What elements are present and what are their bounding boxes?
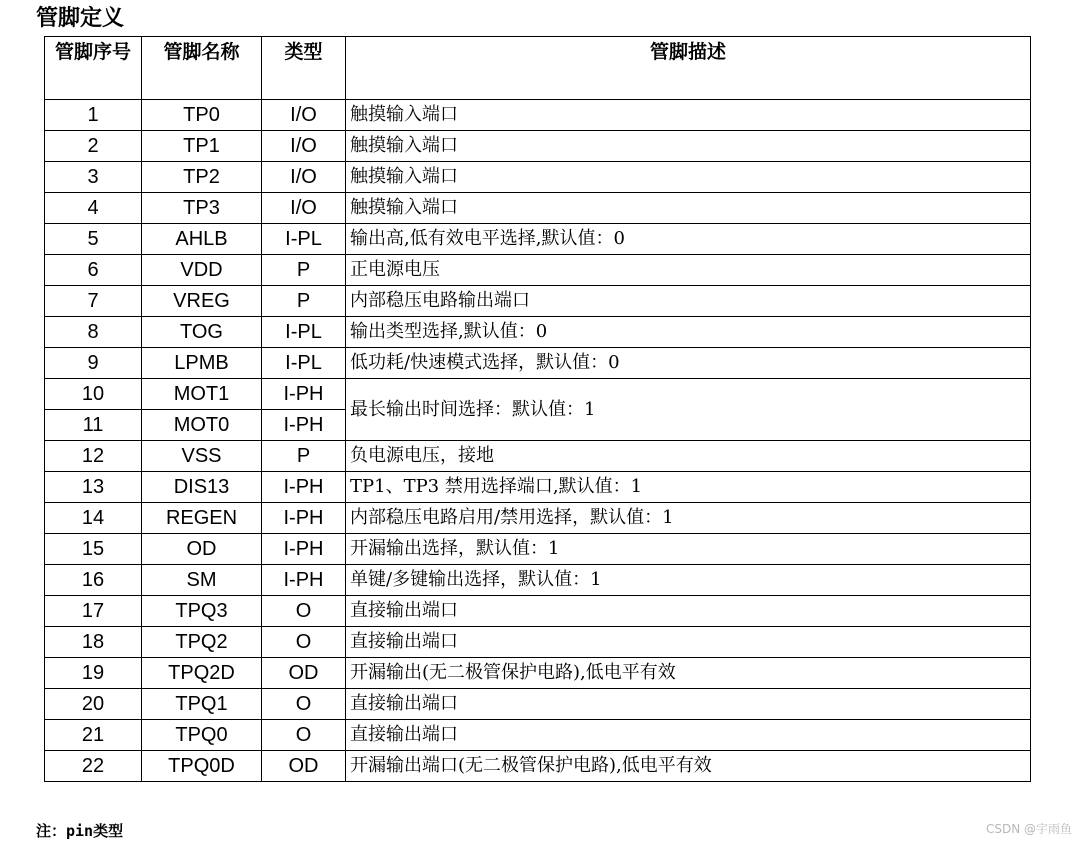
pin-name-cell: TPQ0	[142, 720, 262, 751]
pin-definition-table	[44, 36, 1031, 782]
pin-name-cell: TPQ2	[142, 627, 262, 658]
table-header-row	[45, 37, 1031, 100]
table-row	[45, 286, 1031, 317]
pin-description-cell: 直接输出端口	[346, 689, 1031, 720]
pin-number-cell: 18	[45, 627, 142, 658]
pin-number-cell: 14	[45, 503, 142, 534]
pin-description-cell: 直接输出端口	[346, 720, 1031, 751]
pin-number-cell: 4	[45, 193, 142, 224]
header-pin-number: 管脚序号	[45, 37, 142, 100]
pin-description-cell: 正电源电压	[346, 255, 1031, 286]
pin-type-cell: OD	[262, 658, 346, 689]
pin-name-cell: TPQ3	[142, 596, 262, 627]
pin-type-cell: I-PH	[262, 472, 346, 503]
table-row	[45, 627, 1031, 658]
pin-number-cell: 21	[45, 720, 142, 751]
pin-type-cell: I/O	[262, 162, 346, 193]
pin-type-cell: O	[262, 627, 346, 658]
pin-type-cell: I/O	[262, 193, 346, 224]
pin-type-cell: I-PH	[262, 534, 346, 565]
pin-type-cell: I-PH	[262, 379, 346, 410]
table-row	[45, 689, 1031, 720]
pin-description-cell: 内部稳压电路启用/禁用选择，默认值：1	[346, 503, 1031, 534]
pin-name-cell: VSS	[142, 441, 262, 472]
table-row	[45, 131, 1031, 162]
pin-number-cell: 10	[45, 379, 142, 410]
pin-type-cell: I-PH	[262, 410, 346, 441]
pin-name-cell: TP2	[142, 162, 262, 193]
watermark: CSDN @宇雨鱼	[985, 822, 1072, 836]
pin-type-cell: I-PH	[262, 565, 346, 596]
pin-number-cell: 20	[45, 689, 142, 720]
pin-description-cell: 最长输出时间选择：默认值：1	[346, 379, 1031, 441]
pin-description-cell: 负电源电压，接地	[346, 441, 1031, 472]
pin-name-cell: REGEN	[142, 503, 262, 534]
pin-type-cell: I-PL	[262, 224, 346, 255]
pin-number-cell: 5	[45, 224, 142, 255]
pin-description-cell: 触摸输入端口	[346, 131, 1031, 162]
table-row	[45, 565, 1031, 596]
pin-number-cell: 1	[45, 100, 142, 131]
pin-name-cell: LPMB	[142, 348, 262, 379]
pin-name-cell: TPQ1	[142, 689, 262, 720]
table-row	[45, 348, 1031, 379]
pin-description-cell: 开漏输出端口(无二极管保护电路),低电平有效	[346, 751, 1031, 782]
pin-description-cell: 开漏输出选择，默认值：1	[346, 534, 1031, 565]
pin-number-cell: 9	[45, 348, 142, 379]
pin-type-cell: P	[262, 441, 346, 472]
pin-name-cell: AHLB	[142, 224, 262, 255]
pin-description-cell: 低功耗/快速模式选择，默认值：0	[346, 348, 1031, 379]
pin-name-cell: TPQ0D	[142, 751, 262, 782]
pin-description-cell: TP1、TP3 禁用选择端口,默认值：1	[346, 472, 1031, 503]
pin-number-cell: 15	[45, 534, 142, 565]
table-body	[45, 100, 1031, 782]
pin-description-cell: 内部稳压电路输出端口	[346, 286, 1031, 317]
pin-name-cell: TP3	[142, 193, 262, 224]
pin-number-cell: 3	[45, 162, 142, 193]
table-row	[45, 379, 1031, 410]
table-row	[45, 100, 1031, 131]
header-description: 管脚描述	[346, 37, 1031, 100]
pin-number-cell: 13	[45, 472, 142, 503]
pin-name-cell: TPQ2D	[142, 658, 262, 689]
pin-type-cell: I/O	[262, 100, 346, 131]
pin-name-cell: OD	[142, 534, 262, 565]
pin-type-cell: O	[262, 689, 346, 720]
pin-number-cell: 7	[45, 286, 142, 317]
pin-number-cell: 6	[45, 255, 142, 286]
pin-number-cell: 8	[45, 317, 142, 348]
pin-description-cell: 直接输出端口	[346, 596, 1031, 627]
table-row	[45, 472, 1031, 503]
pin-description-cell: 直接输出端口	[346, 627, 1031, 658]
pin-number-cell: 2	[45, 131, 142, 162]
pin-description-cell: 触摸输入端口	[346, 100, 1031, 131]
pin-type-cell: O	[262, 720, 346, 751]
header-type: 类型	[262, 37, 346, 100]
pin-description-cell: 开漏输出(无二极管保护电路),低电平有效	[346, 658, 1031, 689]
pin-name-cell: VREG	[142, 286, 262, 317]
pin-number-cell: 22	[45, 751, 142, 782]
table-row	[45, 193, 1031, 224]
table-row	[45, 255, 1031, 286]
pin-name-cell: TP1	[142, 131, 262, 162]
pin-type-cell: I-PH	[262, 503, 346, 534]
header-pin-name: 管脚名称	[142, 37, 262, 100]
pin-name-cell: MOT1	[142, 379, 262, 410]
pin-name-cell: TOG	[142, 317, 262, 348]
pin-name-cell: VDD	[142, 255, 262, 286]
table-row	[45, 751, 1031, 782]
pin-type-cell: P	[262, 255, 346, 286]
pin-name-cell: TP0	[142, 100, 262, 131]
pin-number-cell: 16	[45, 565, 142, 596]
pin-type-cell: P	[262, 286, 346, 317]
pin-description-cell: 单键/多键输出选择，默认值：1	[346, 565, 1031, 596]
pin-type-cell: I/O	[262, 131, 346, 162]
pin-name-cell: DIS13	[142, 472, 262, 503]
pin-description-cell: 触摸输入端口	[346, 162, 1031, 193]
table-row	[45, 658, 1031, 689]
table-row	[45, 503, 1031, 534]
table-row	[45, 596, 1031, 627]
pin-number-cell: 17	[45, 596, 142, 627]
pin-number-cell: 12	[45, 441, 142, 472]
pin-type-cell: I-PL	[262, 317, 346, 348]
pin-description-cell: 输出高,低有效电平选择,默认值：0	[346, 224, 1031, 255]
pin-number-cell: 11	[45, 410, 142, 441]
page-title: 管脚定义	[36, 6, 125, 31]
pin-type-cell: I-PL	[262, 348, 346, 379]
pin-description-cell: 触摸输入端口	[346, 193, 1031, 224]
pin-description-cell: 输出类型选择,默认值：0	[346, 317, 1031, 348]
footnote: 注：pin类型	[36, 822, 124, 840]
pin-type-cell: OD	[262, 751, 346, 782]
table-row	[45, 441, 1031, 472]
pin-name-cell: MOT0	[142, 410, 262, 441]
pin-number-cell: 19	[45, 658, 142, 689]
pin-name-cell: SM	[142, 565, 262, 596]
table-row	[45, 534, 1031, 565]
table-row	[45, 162, 1031, 193]
table-row	[45, 720, 1031, 751]
table-row	[45, 317, 1031, 348]
table-row	[45, 224, 1031, 255]
pin-type-cell: O	[262, 596, 346, 627]
